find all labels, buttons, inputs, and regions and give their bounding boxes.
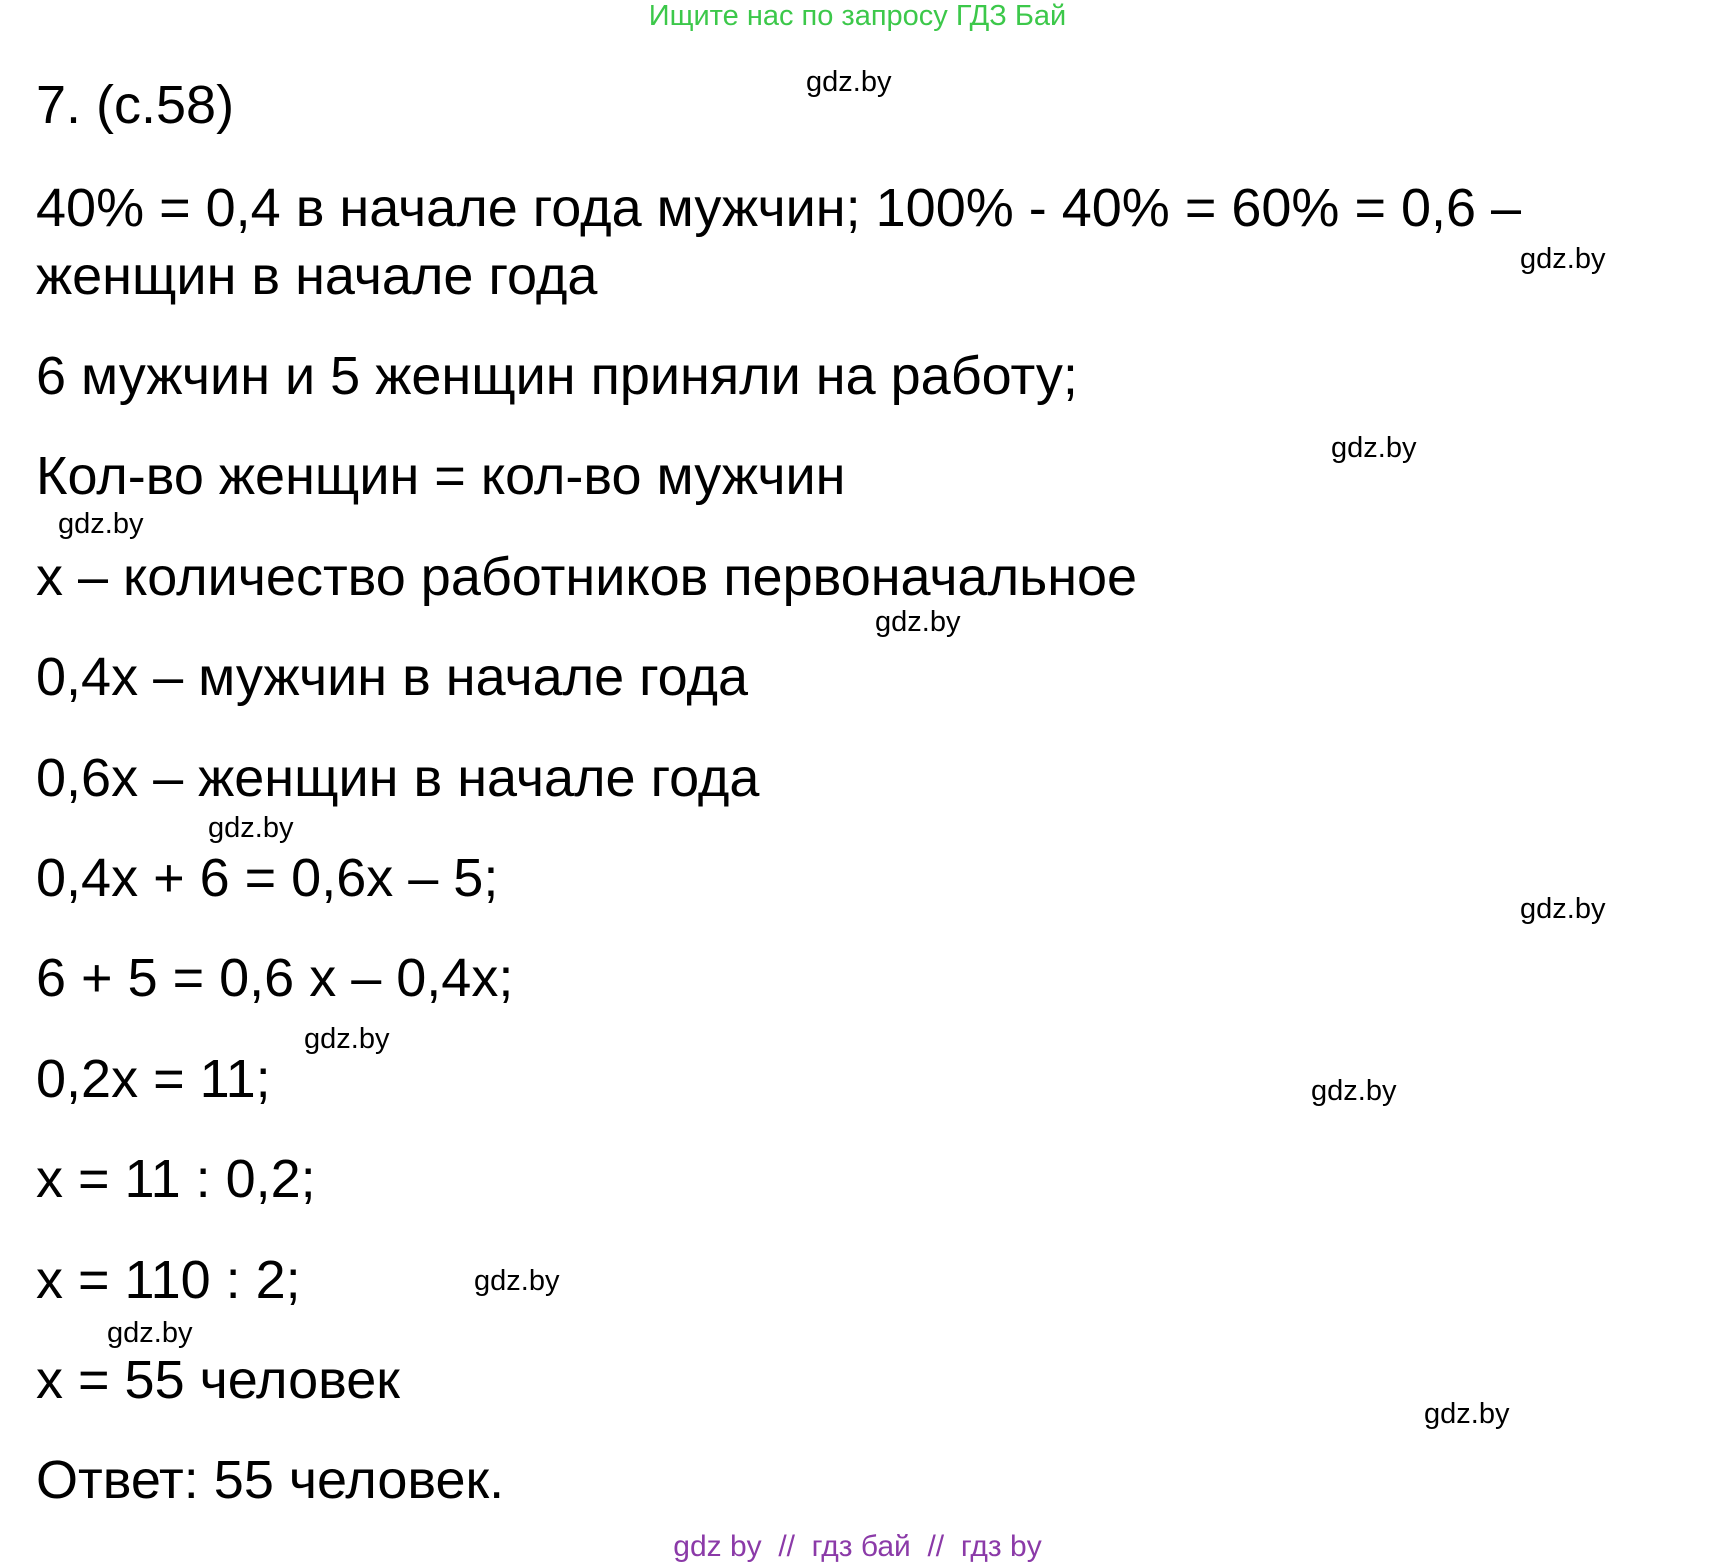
- task-number: 7. (с.58): [36, 75, 235, 135]
- search-banner: Ищите нас по запросу ГДЗ Бай: [648, 0, 1067, 32]
- watermark: gdz.by: [1520, 893, 1606, 925]
- solution-line-3: 6 мужчин и 5 женщин приняли на работу;: [36, 346, 1078, 406]
- solution-line-10: 0,2x = 11;: [36, 1049, 271, 1109]
- solution-line-6: 0,4x – мужчин в начале года: [36, 647, 749, 707]
- solution-line-11: x = 11 : 0,2;: [36, 1149, 316, 1209]
- footer-banner: gdz by // гдз бай // гдз by: [673, 1530, 1042, 1563]
- watermark: gdz.by: [1331, 432, 1417, 464]
- solution-line-2: женщин в начале года: [36, 246, 598, 306]
- solution-line-7: 0,6x – женщин в начале года: [36, 748, 760, 808]
- watermark: gdz.by: [1520, 243, 1606, 275]
- solution-line-9: 6 + 5 = 0,6 x – 0,4x;: [36, 948, 514, 1008]
- solution-line-4: Кол-во женщин = кол-во мужчин: [36, 446, 846, 506]
- watermark: gdz.by: [474, 1265, 560, 1297]
- solution-line-5: x – количество работников первоначальное: [36, 547, 1138, 607]
- watermark: gdz.by: [1424, 1398, 1510, 1430]
- watermark: gdz.by: [875, 606, 961, 638]
- solution-line-1: 40% = 0,4 в начале года мужчин; 100% - 40% = 60% = 0,6 –: [36, 178, 1522, 238]
- answer-line: Ответ: 55 человек.: [36, 1450, 505, 1510]
- watermark: gdz.by: [208, 812, 294, 844]
- watermark: gdz.by: [107, 1317, 193, 1349]
- watermark: gdz.by: [806, 66, 892, 98]
- solution-line-12: x = 110 : 2;: [36, 1250, 301, 1310]
- solution-line-13: x = 55 человек: [36, 1350, 400, 1410]
- solution-line-8: 0,4x + 6 = 0,6x – 5;: [36, 848, 499, 908]
- watermark: gdz.by: [1311, 1075, 1397, 1107]
- watermark: gdz.by: [58, 508, 144, 540]
- watermark: gdz.by: [304, 1023, 390, 1055]
